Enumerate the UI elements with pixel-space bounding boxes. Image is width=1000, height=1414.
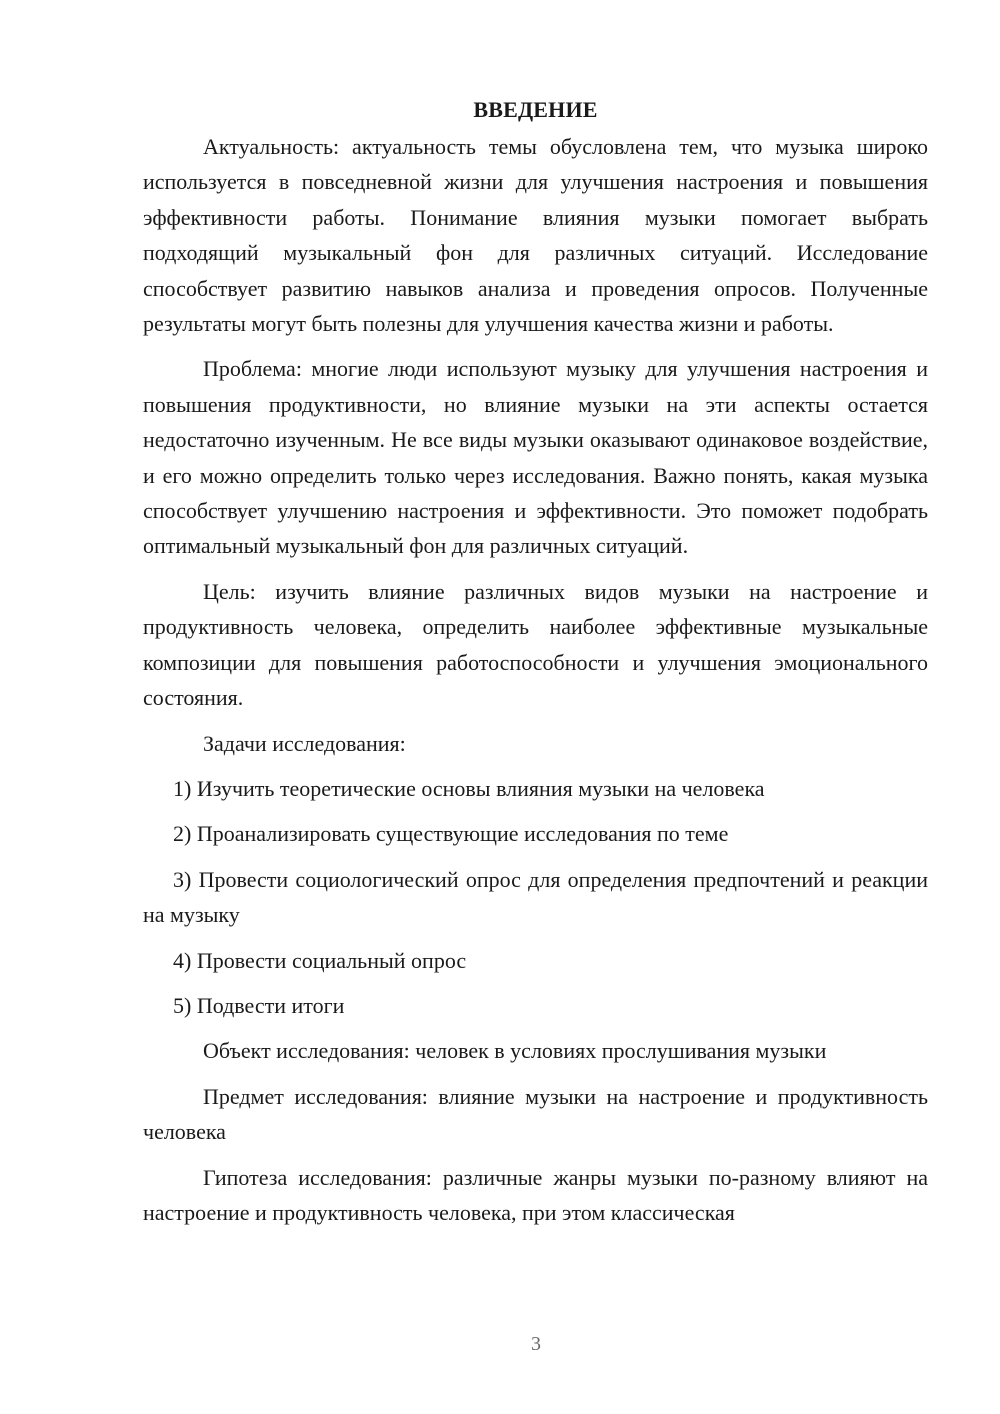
tasks-heading: Задачи исследования: bbox=[203, 730, 406, 756]
page-number: 3 bbox=[531, 1333, 541, 1355]
task-item-5: 5) Подвести итоги bbox=[173, 992, 345, 1018]
relevance-paragraph: Актуальность: актуальность темы обусловлена тем, что музыка широко используется в повседневной жизни для улучшения настроения и повышения эффективности работы. Понимание влияния музыки помогает выбрать подходящий музыкальный фон для различных ситуаций. Исследование способствует развитию навыков анализа и проведения опросов. Полученные результаты могут быть полезны для улучшения качества жизни и работы. bbox=[143, 134, 928, 337]
hypothesis-paragraph: Гипотеза исследования: различные жанры музыки по-разному влияют на настроение и продуктивность человека, при этом классическая bbox=[143, 1164, 928, 1225]
object-paragraph: Объект исследования: человек в условиях прослушивания музыки bbox=[203, 1038, 827, 1064]
goal-paragraph: Цель: изучить влияние различных видов музыки на настроение и продуктивность человека, определить наиболее эффективные музыкальные композиции для повышения работоспособности и улучшения эмоционального состояния. bbox=[143, 578, 928, 711]
document-page bbox=[143, 92, 928, 1240]
task-item-4: 4) Провести социальный опрос bbox=[173, 947, 467, 973]
task-item-2: 2) Проанализировать существующие исследования по теме bbox=[173, 821, 729, 847]
section-title: ВВЕДЕНИЕ bbox=[473, 97, 598, 122]
task-item-3: 3) Провести социологический опрос для определения предпочтений и реакции на музыку bbox=[143, 866, 928, 928]
subject-paragraph: Предмет исследования: влияние музыки на настроение и продуктивность человека bbox=[143, 1083, 928, 1145]
task-item-1: 1) Изучить теоретические основы влияния музыки на человека bbox=[173, 775, 765, 801]
problem-paragraph: Проблема: многие люди используют музыку для улучшения настроения и повышения продуктивности, но влияние музыки на эти аспекты остается недостаточно изученным. Не все виды музыки оказывают одинаковое воздействие, и его можно определить только через исследования. Важно понять, какая музыка способствует улучшению настроения и эффективности. Это поможет подобрать оптимальный музыкальный фон для различных ситуаций. bbox=[143, 356, 928, 559]
